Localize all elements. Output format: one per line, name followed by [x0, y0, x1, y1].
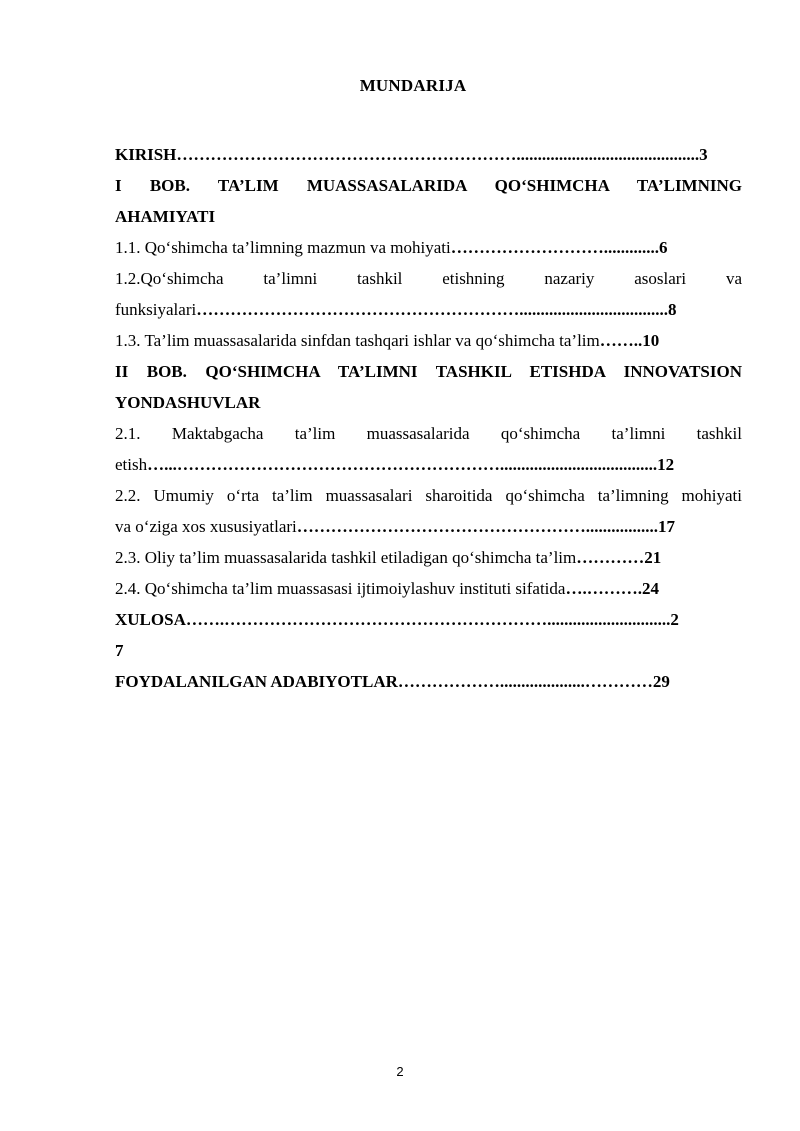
- toc-chapter-1-line-1[interactable]: I BOB. TA’LIM MUASSASALARIDA QO‘SHIMCHA TA’LIMNING: [115, 176, 742, 195]
- toc-leader-dots: ……………………….............: [450, 238, 659, 257]
- toc-page-number: 3: [699, 145, 708, 164]
- toc-entry-2-2-line-2[interactable]: [115, 514, 742, 539]
- toc-entry-1-2-line-1[interactable]: 1.2.Qo‘shimcha ta’limni tashkil etishning nazariy asoslari va: [115, 269, 742, 288]
- toc-entry-2-3[interactable]: [115, 545, 742, 570]
- toc-page-number: 6: [658, 238, 668, 257]
- toc-entry-2-2-line-1[interactable]: 2.2. Umumiy o‘rta ta’lim muassasalari sharoitida qo‘shimcha ta’limning mohiyati: [115, 486, 742, 505]
- toc-page-number: 29: [652, 672, 670, 691]
- toc-entry-text: 1.3. Ta’lim muassasalarida sinfdan tashqari ishlar va qo‘shimcha ta’lim: [115, 331, 600, 350]
- toc-entry-xulosa[interactable]: [115, 607, 742, 632]
- toc-page-number: 24: [641, 579, 659, 598]
- page-number: 2: [396, 1064, 404, 1079]
- toc-entry-2-4[interactable]: [115, 576, 742, 601]
- toc-entry-1-1[interactable]: [115, 235, 742, 260]
- toc-leader-dots: …………………………………………….................: [296, 517, 659, 536]
- toc-page-number: 2: [670, 610, 679, 629]
- toc-entry-text: funksiyalari: [115, 300, 197, 319]
- toc-entry-text: FOYDALANILGAN ADABIYOTLAR: [115, 672, 398, 691]
- toc-entry-1-3[interactable]: [115, 328, 742, 353]
- toc-page-number: 10: [642, 331, 660, 350]
- toc-leader-dots: …….………………………………………………….............................: [185, 610, 671, 629]
- toc-entry-kirish[interactable]: [115, 142, 742, 167]
- toc-entry-text: va o‘ziga xos xususiyatlari: [115, 517, 297, 536]
- toc-entry-text: 2.3. Oliy ta’lim muassasalarida tashkil etiladigan qo‘shimcha ta’lim: [115, 548, 577, 567]
- toc-page-number: 21: [644, 548, 662, 567]
- toc-entry-text: etish: [115, 455, 148, 474]
- page-title: MUNDARIJA: [359, 76, 467, 95]
- toc-entry-2-1-line-2[interactable]: [115, 452, 742, 477]
- toc-entry-text: 1.1. Qo‘shimcha ta’limning mazmun va mohiyati: [115, 238, 451, 257]
- toc-entry-1-2-line-2[interactable]: [115, 297, 742, 322]
- toc-entry-adabiyotlar[interactable]: [115, 669, 742, 694]
- toc-leader-dots: ….……….: [565, 579, 642, 598]
- toc-leader-dots: ……..: [599, 331, 643, 350]
- toc-chapter-2-line-2[interactable]: YONDASHUVLAR: [115, 393, 261, 412]
- toc-leader-dots: …...………………………………………………….....................................: [147, 455, 658, 474]
- toc-entry-text: 2.4. Qo‘shimcha ta’lim muassasasi ijtimoiylashuv instituti sifatida: [115, 579, 566, 598]
- toc-entry-text: KIRISH: [115, 145, 177, 164]
- toc-chapter-2-line-1[interactable]: II BOB. QO‘SHIMCHA TA’LIMNI TASHKIL ETISHDA INNOVATSION: [115, 362, 742, 381]
- toc-entry-2-1-line-1[interactable]: 2.1. Maktabgacha ta’lim muassasalarida qo‘shimcha ta’limni tashkil: [115, 424, 742, 443]
- toc-leader-dots: ………………....................…………: [397, 672, 653, 691]
- toc-leader-dots: …………: [576, 548, 645, 567]
- table-of-contents: [115, 142, 742, 694]
- toc-page-number: 8: [667, 300, 677, 319]
- toc-leader-dots: ……………………………………………………...........................................: [176, 145, 700, 164]
- toc-entry-text: XULOSA: [115, 610, 186, 629]
- toc-chapter-1-line-2[interactable]: AHAMIYATI: [115, 207, 216, 226]
- toc-leader-dots: …………………………………………………...................................: [196, 300, 668, 319]
- toc-entry-xulosa-wrap: 7: [115, 641, 124, 660]
- toc-page-number: 17: [658, 517, 676, 536]
- toc-page-number: 12: [657, 455, 675, 474]
